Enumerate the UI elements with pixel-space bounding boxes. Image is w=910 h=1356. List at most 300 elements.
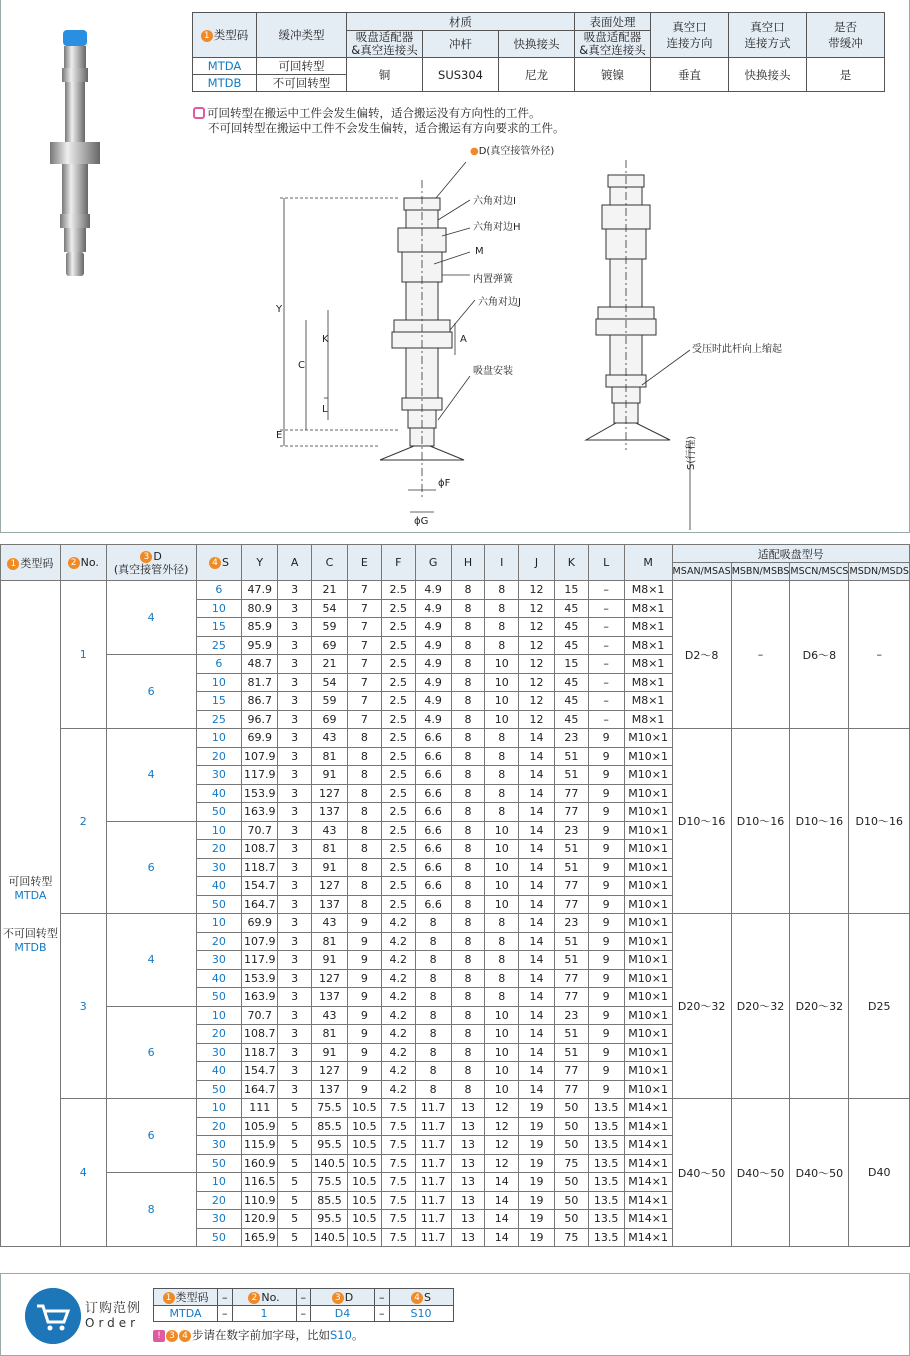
svg-text:●D(真空接管外径): ●D(真空接管外径): [470, 146, 555, 157]
value-cell: 154.7: [242, 877, 278, 896]
cup-model-cell: D20～32: [731, 914, 790, 1099]
value-cell: 8: [451, 914, 485, 933]
value-cell: 12: [519, 618, 555, 637]
value-cell: 9: [347, 969, 381, 988]
value-cell: 21: [311, 655, 347, 674]
value-cell: M10×1: [624, 784, 672, 803]
value-cell: 75: [554, 1154, 588, 1173]
value-cell: 15: [196, 692, 242, 711]
value-cell: 2.5: [381, 636, 415, 655]
value-cell: 85.5: [311, 1191, 347, 1210]
value-cell: 8: [347, 858, 381, 877]
cup-model-cell: D20～32: [790, 914, 849, 1099]
value-cell: 10.5: [347, 1117, 381, 1136]
value-cell: 2.5: [381, 784, 415, 803]
value-cell: 3: [278, 692, 312, 711]
value-cell: 59: [311, 618, 347, 637]
value-cell: 6.6: [415, 895, 451, 914]
value-cell: 14: [519, 877, 555, 896]
value-cell: 23: [554, 821, 588, 840]
value-cell: 51: [554, 840, 588, 859]
value-cell: 77: [554, 988, 588, 1007]
value-cell: 3: [278, 581, 312, 600]
value-cell: M14×1: [624, 1228, 672, 1247]
value-cell: 13: [451, 1173, 485, 1192]
value-cell: 9: [588, 747, 624, 766]
value-cell: 2.5: [381, 710, 415, 729]
value-cell: 81.7: [242, 673, 278, 692]
cup-model-cell: D40: [849, 1099, 910, 1247]
value-cell: 10: [196, 599, 242, 618]
value-cell: 8: [451, 636, 485, 655]
value-cell: 20: [196, 747, 242, 766]
svg-text:K: K: [322, 334, 329, 345]
value-cell: 10.5: [347, 1099, 381, 1118]
value-cell: 9: [588, 1043, 624, 1062]
value-cell: –: [588, 581, 624, 600]
value-cell: 118.7: [242, 858, 278, 877]
value-cell: 81: [311, 840, 347, 859]
value-cell: 8: [347, 840, 381, 859]
value-cell: 107.9: [242, 747, 278, 766]
value-cell: 77: [554, 803, 588, 822]
value-cell: 3: [278, 1043, 312, 1062]
value-cell: 8: [451, 858, 485, 877]
value-cell: 9: [347, 1080, 381, 1099]
value-cell: 2.5: [381, 840, 415, 859]
value-cell: 8: [451, 784, 485, 803]
value-cell: 9: [588, 803, 624, 822]
value-cell: 8: [347, 784, 381, 803]
value-cell: 43: [311, 729, 347, 748]
no-cell: 2: [60, 729, 106, 914]
value-cell: 6.6: [415, 766, 451, 785]
value-cell: 8: [415, 1006, 451, 1025]
value-cell: 2.5: [381, 618, 415, 637]
value-cell: 10: [485, 1080, 519, 1099]
value-cell: 10: [485, 840, 519, 859]
value-cell: 13.5: [588, 1099, 624, 1118]
technical-drawing: [270, 140, 830, 530]
value-cell: 7.5: [381, 1228, 415, 1247]
value-cell: 4.2: [381, 1025, 415, 1044]
value-cell: 10: [196, 1173, 242, 1192]
value-cell: 25: [196, 710, 242, 729]
value-cell: 2.5: [381, 692, 415, 711]
value-cell: 8: [347, 803, 381, 822]
no-cell: 4: [60, 1099, 106, 1247]
value-cell: M14×1: [624, 1117, 672, 1136]
value-cell: 50: [554, 1173, 588, 1192]
value-cell: 115.9: [242, 1136, 278, 1155]
value-cell: 77: [554, 877, 588, 896]
value-cell: M10×1: [624, 821, 672, 840]
value-cell: 10: [485, 1043, 519, 1062]
value-cell: 2.5: [381, 599, 415, 618]
value-cell: 4.2: [381, 914, 415, 933]
value-cell: 40: [196, 877, 242, 896]
value-cell: 4.2: [381, 969, 415, 988]
value-cell: 11.7: [415, 1210, 451, 1229]
value-cell: 77: [554, 784, 588, 803]
note-icon: [193, 107, 205, 119]
value-cell: 50: [196, 803, 242, 822]
value-cell: 14: [519, 821, 555, 840]
value-cell: 8: [347, 877, 381, 896]
value-cell: 91: [311, 951, 347, 970]
value-cell: 10.5: [347, 1228, 381, 1247]
value-cell: 2.5: [381, 729, 415, 748]
value-cell: 12: [519, 599, 555, 618]
value-cell: 4.9: [415, 636, 451, 655]
value-cell: 4.9: [415, 692, 451, 711]
value-cell: M10×1: [624, 1043, 672, 1062]
value-cell: 164.7: [242, 1080, 278, 1099]
value-cell: 51: [554, 766, 588, 785]
value-cell: 91: [311, 858, 347, 877]
value-cell: 9: [588, 951, 624, 970]
value-cell: 54: [311, 599, 347, 618]
value-cell: 10: [196, 914, 242, 933]
value-cell: 5: [278, 1154, 312, 1173]
cup-model-cell: D20～32: [672, 914, 731, 1099]
value-cell: 23: [554, 1006, 588, 1025]
value-cell: 4.9: [415, 655, 451, 674]
cup-model-cell: D2～8: [672, 581, 731, 729]
value-cell: 8: [347, 821, 381, 840]
value-cell: 69.9: [242, 914, 278, 933]
value-cell: 8: [347, 895, 381, 914]
value-cell: 11.7: [415, 1099, 451, 1118]
value-cell: 19: [519, 1173, 555, 1192]
value-cell: 7: [347, 599, 381, 618]
value-cell: 51: [554, 932, 588, 951]
value-cell: 8: [451, 803, 485, 822]
value-cell: 77: [554, 895, 588, 914]
value-cell: 77: [554, 969, 588, 988]
value-cell: 14: [519, 766, 555, 785]
value-cell: 6.6: [415, 821, 451, 840]
value-cell: 19: [519, 1228, 555, 1247]
order-title: 订购范例: [85, 1301, 142, 1316]
value-cell: 108.7: [242, 1025, 278, 1044]
svg-text:Y: Y: [276, 304, 283, 315]
value-cell: 5: [278, 1228, 312, 1247]
value-cell: 9: [347, 1043, 381, 1062]
value-cell: 10.5: [347, 1191, 381, 1210]
value-cell: 8: [485, 766, 519, 785]
value-cell: 14: [519, 969, 555, 988]
value-cell: 8: [451, 1062, 485, 1081]
value-cell: 10: [196, 1006, 242, 1025]
value-cell: 81: [311, 747, 347, 766]
value-cell: 3: [278, 784, 312, 803]
value-cell: M10×1: [624, 877, 672, 896]
value-cell: 45: [554, 599, 588, 618]
value-cell: 7.5: [381, 1117, 415, 1136]
value-cell: M10×1: [624, 951, 672, 970]
value-cell: 14: [519, 784, 555, 803]
value-cell: 19: [519, 1191, 555, 1210]
value-cell: 13.5: [588, 1117, 624, 1136]
value-cell: 13.5: [588, 1154, 624, 1173]
value-cell: 9: [347, 1025, 381, 1044]
value-cell: 95.9: [242, 636, 278, 655]
value-cell: 5: [278, 1117, 312, 1136]
value-cell: 13.5: [588, 1228, 624, 1247]
value-cell: 15: [196, 618, 242, 637]
value-cell: 8: [451, 599, 485, 618]
value-cell: 8: [451, 710, 485, 729]
value-cell: 81: [311, 1025, 347, 1044]
value-cell: 40: [196, 1062, 242, 1081]
value-cell: 9: [588, 877, 624, 896]
value-cell: M8×1: [624, 599, 672, 618]
value-cell: M10×1: [624, 932, 672, 951]
value-cell: 11.7: [415, 1117, 451, 1136]
value-cell: 3: [278, 951, 312, 970]
value-cell: 140.5: [311, 1228, 347, 1247]
value-cell: 14: [485, 1228, 519, 1247]
value-cell: 6.6: [415, 840, 451, 859]
order-table: 1 类型码 – 2 No. – 3 D – 4 S MTDA – 1 – D4 – S10: [153, 1288, 454, 1322]
value-cell: 50: [196, 988, 242, 1007]
value-cell: 30: [196, 858, 242, 877]
value-cell: 8: [485, 803, 519, 822]
value-cell: 10: [485, 1006, 519, 1025]
value-cell: 8: [451, 766, 485, 785]
value-cell: 8: [415, 1062, 451, 1081]
value-cell: 40: [196, 969, 242, 988]
value-cell: M10×1: [624, 1006, 672, 1025]
value-cell: 69: [311, 636, 347, 655]
value-cell: 120.9: [242, 1210, 278, 1229]
value-cell: M8×1: [624, 636, 672, 655]
value-cell: 10: [485, 710, 519, 729]
value-cell: 4.9: [415, 710, 451, 729]
svg-text:ϕG: ϕG: [414, 516, 429, 527]
value-cell: 8: [451, 988, 485, 1007]
value-cell: 8: [451, 729, 485, 748]
value-cell: 7.5: [381, 1099, 415, 1118]
value-cell: 3: [278, 969, 312, 988]
value-cell: 10: [485, 692, 519, 711]
value-cell: M10×1: [624, 747, 672, 766]
value-cell: 11.7: [415, 1228, 451, 1247]
value-cell: M10×1: [624, 1062, 672, 1081]
value-cell: 117.9: [242, 766, 278, 785]
value-cell: 20: [196, 1117, 242, 1136]
value-cell: 3: [278, 729, 312, 748]
value-cell: 127: [311, 784, 347, 803]
value-cell: 11.7: [415, 1154, 451, 1173]
value-cell: 12: [519, 581, 555, 600]
value-cell: 30: [196, 1210, 242, 1229]
value-cell: M10×1: [624, 858, 672, 877]
value-cell: 5: [278, 1191, 312, 1210]
table-row: [1, 729, 910, 748]
value-cell: 95.5: [311, 1210, 347, 1229]
value-cell: 14: [519, 988, 555, 1007]
value-cell: 51: [554, 951, 588, 970]
value-cell: 81: [311, 932, 347, 951]
value-cell: 164.7: [242, 895, 278, 914]
value-cell: 21: [311, 581, 347, 600]
dimension-table: 1 类型码 2 No. 3 D (真空接管外径) 4 S Y A C E F G H I J K L M 适配吸盘型号 MSAN/MSAS MSBN/MSBS MSCN/MSCS MSDN/MSDS 可回转型 MTDA 不可回转型 MTDB 1 4 6 47.9 3 21 7 2.5 4.9 8 8 12 15 – M8×1 D2～8 – D6～8 – 10 80.9 3 54 7 2.5 4.9 8 8 12 45 – M8×1 15 85.9 3 59 7 2.5 4.9 8 8 12 45 – M8×1 25 95.9 3 69 7 2.5 4.9 8 8 12 45 – M8×1 6 6 48.7 3 21 7 2.5 4.9 8 10 12 15 – M8×1 10 81.7 3 54 7 2.5 4.9 8 10 12 45 – M8×1 15 86.7 3 59 7 2.5 4.9 8 10 12 45 – M8×1 25 96.7 3 69 7 2.5 4.9 8 10 12 45 – M8×1 2 4 10 69.9 3 43 8 2.5 6.6 8 8 14 23 9 M10×1 D10～16 D10～16 D10～16 D10～16 20 107.9 3 81 8 2.5 6.6 8 8 14 51 9 M10×1 30 117.9 3 91 8 2.5 6.6 8 8 14 51 9 M10×1 40 153.9 3 127 8 2.5 6.6 8 8 14 77 9 M10×1 50 163.9 3 137 8 2.5 6.6 8 8 14 77 9 M10×1 6 10 70.7 3 43 8 2.5 6.6 8 10 14 23 9 M10×1 20 108.7 3 81 8 2.5 6.6 8 10 14 51 9 M10×1 30 118.7 3 91 8 2.5 6.6 8 10 14 51 9 M10×1 40 154.7 3 127 8 2.5 6.6 8 10 14 77 9 M10×1 50 164.7 3 137 8 2.5 6.6 8 10 14 77 9 M10×1 3 4 10 69.9 3 43 9 4.2 8 8 8 14 23 9 M10×1 D20～32 D20～32 D20～32 D25 20 107.9 3 81 9 4.2 8 8 8 14 51 9 M10×1 30 117.9 3 91 9 4.2 8 8 8 14 51 9 M10×1 40 153.9 3 127 9 4.2 8 8 8 14 77 9 M10×1 50 163.9 3 137 9 4.2 8 8 8 14 77 9 M10×1 6 10 70.7 3 43 9 4.2 8 8 10 14 23 9 M10×1 20 108.7 3 81 9 4.2 8 8 10 14 51 9 M10×1 30 118.7 3 91 9 4.2 8 8 10 14 51 9 M10×1 40 154.7 3 127 9 4.2 8 8 10 14 77 9 M10×1 50 164.7 3 137 9 4.2 8 8 10 14 77 9 M10×1 4 6 10 111 5 75.5 10.5 7.5 11.7 13 12 19 50 13.5 M14×1 D40～50 D40～50 D40～50 D40 20 105.9 5 85.5 10.5 7.5 11.7 13 12 19 50 13.5 M14×1 30 115.9 5 95.5 10.5 7.5 11.7 13 12 19 50 13.5 M14×1 50 160.9 5 140.5 10.5 7.5 11.7 13 12 19 75 13.5 M14×1 8 10 116.5 5 75.5 10.5 7.5 11.7 13 14 19 50 13.5 M14×1 20 110.9 5 85.5 10.5 7.5 11.7 13 14 19 50 13.5 M14×1 30 120.9 5 95.5 10.5 7.5 11.7 13 14 19 50 13.5 M14×1 50 165.9 5 140.5 10.5 7.5 11.7 13 14 19 75 13.5 M14×1: [0, 544, 910, 1247]
value-cell: –: [588, 673, 624, 692]
value-cell: 85.9: [242, 618, 278, 637]
value-cell: 7.5: [381, 1154, 415, 1173]
value-cell: 137: [311, 1080, 347, 1099]
value-cell: 13.5: [588, 1173, 624, 1192]
value-cell: 14: [485, 1173, 519, 1192]
value-cell: 45: [554, 692, 588, 711]
value-cell: 30: [196, 1136, 242, 1155]
value-cell: M8×1: [624, 710, 672, 729]
value-cell: M10×1: [624, 840, 672, 859]
value-cell: 165.9: [242, 1228, 278, 1247]
value-cell: 8: [485, 969, 519, 988]
value-cell: 3: [278, 599, 312, 618]
value-cell: 85.5: [311, 1117, 347, 1136]
value-cell: 3: [278, 618, 312, 637]
value-cell: 13: [451, 1228, 485, 1247]
value-cell: 70.7: [242, 821, 278, 840]
svg-text:L: L: [322, 404, 328, 415]
svg-text:S(行程): S(行程): [686, 435, 697, 470]
value-cell: 137: [311, 895, 347, 914]
value-cell: 9: [588, 988, 624, 1007]
value-cell: 3: [278, 710, 312, 729]
value-cell: 50: [196, 895, 242, 914]
svg-text:ϕF: ϕF: [438, 478, 451, 489]
value-cell: 6.6: [415, 877, 451, 896]
value-cell: 23: [554, 914, 588, 933]
value-cell: 75.5: [311, 1099, 347, 1118]
value-cell: 4.9: [415, 599, 451, 618]
value-cell: M8×1: [624, 618, 672, 637]
value-cell: 30: [196, 1043, 242, 1062]
svg-text:六角对边H: 六角对边H: [473, 222, 521, 233]
value-cell: 8: [451, 895, 485, 914]
value-cell: 43: [311, 1006, 347, 1025]
value-cell: 2.5: [381, 766, 415, 785]
value-cell: 4.2: [381, 1080, 415, 1099]
value-cell: M10×1: [624, 803, 672, 822]
value-cell: 8: [415, 1025, 451, 1044]
value-cell: 10: [485, 877, 519, 896]
svg-text:六角对边J: 六角对边J: [478, 297, 521, 308]
value-cell: 91: [311, 1043, 347, 1062]
value-cell: 108.7: [242, 840, 278, 859]
value-cell: 8: [451, 1043, 485, 1062]
value-cell: 8: [415, 1043, 451, 1062]
value-cell: 10: [196, 1099, 242, 1118]
value-cell: –: [588, 692, 624, 711]
value-cell: 9: [347, 1062, 381, 1081]
value-cell: 8: [451, 618, 485, 637]
value-cell: 6.6: [415, 784, 451, 803]
value-cell: 118.7: [242, 1043, 278, 1062]
value-cell: 4.2: [381, 951, 415, 970]
value-cell: 9: [588, 969, 624, 988]
value-cell: M10×1: [624, 1025, 672, 1044]
value-cell: 19: [519, 1136, 555, 1155]
value-cell: 14: [519, 1025, 555, 1044]
value-cell: 10: [485, 1062, 519, 1081]
value-cell: 8: [347, 729, 381, 748]
value-cell: 8: [415, 969, 451, 988]
value-cell: 9: [588, 821, 624, 840]
value-cell: 25: [196, 636, 242, 655]
value-cell: 20: [196, 1191, 242, 1210]
value-cell: 13.5: [588, 1191, 624, 1210]
value-cell: 51: [554, 858, 588, 877]
cart-icon: [25, 1288, 81, 1344]
value-cell: 3: [278, 766, 312, 785]
svg-text:A: A: [460, 334, 467, 345]
value-cell: 45: [554, 673, 588, 692]
value-cell: 75: [554, 1228, 588, 1247]
value-cell: 163.9: [242, 988, 278, 1007]
value-cell: 20: [196, 932, 242, 951]
value-cell: 6: [196, 581, 242, 600]
value-cell: 43: [311, 821, 347, 840]
value-cell: 77: [554, 1080, 588, 1099]
order-subtitle: Order: [85, 1316, 140, 1330]
value-cell: 19: [519, 1154, 555, 1173]
value-cell: 137: [311, 803, 347, 822]
value-cell: 86.7: [242, 692, 278, 711]
value-cell: 8: [415, 914, 451, 933]
value-cell: 110.9: [242, 1191, 278, 1210]
value-cell: 9: [347, 1006, 381, 1025]
value-cell: 30: [196, 951, 242, 970]
value-cell: –: [588, 599, 624, 618]
value-cell: 3: [278, 1006, 312, 1025]
cup-model-cell: –: [849, 581, 910, 729]
cup-model-cell: D10～16: [672, 729, 731, 914]
value-cell: 8: [451, 655, 485, 674]
value-cell: 70.7: [242, 1006, 278, 1025]
value-cell: 163.9: [242, 803, 278, 822]
value-cell: 14: [519, 914, 555, 933]
value-cell: 9: [588, 932, 624, 951]
value-cell: 127: [311, 1062, 347, 1081]
d-cell: 4: [106, 914, 196, 1007]
value-cell: 3: [278, 858, 312, 877]
value-cell: M14×1: [624, 1136, 672, 1155]
value-cell: 4.9: [415, 673, 451, 692]
value-cell: 4.2: [381, 1062, 415, 1081]
svg-text:吸盘安装: 吸盘安装: [473, 366, 513, 377]
value-cell: 3: [278, 877, 312, 896]
value-cell: 50: [196, 1080, 242, 1099]
value-cell: 2.5: [381, 673, 415, 692]
value-cell: 140.5: [311, 1154, 347, 1173]
cup-model-cell: D6～8: [790, 581, 849, 729]
value-cell: 54: [311, 673, 347, 692]
notes: 可回转型在搬运中工件会发生偏转，适合搬运没有方向性的工件。 不可回转型在搬运中工件不会发生偏转，适合搬运有方向要求的工件。: [193, 106, 565, 136]
order-note: ! 3 4 步请在数字前加字母，比如S10。: [153, 1327, 363, 1343]
value-cell: 4.2: [381, 932, 415, 951]
value-cell: 2.5: [381, 895, 415, 914]
value-cell: 117.9: [242, 951, 278, 970]
cup-model-cell: D25: [849, 914, 910, 1099]
cup-model-cell: –: [731, 581, 790, 729]
value-cell: M10×1: [624, 988, 672, 1007]
cup-model-cell: D40～50: [672, 1099, 731, 1247]
